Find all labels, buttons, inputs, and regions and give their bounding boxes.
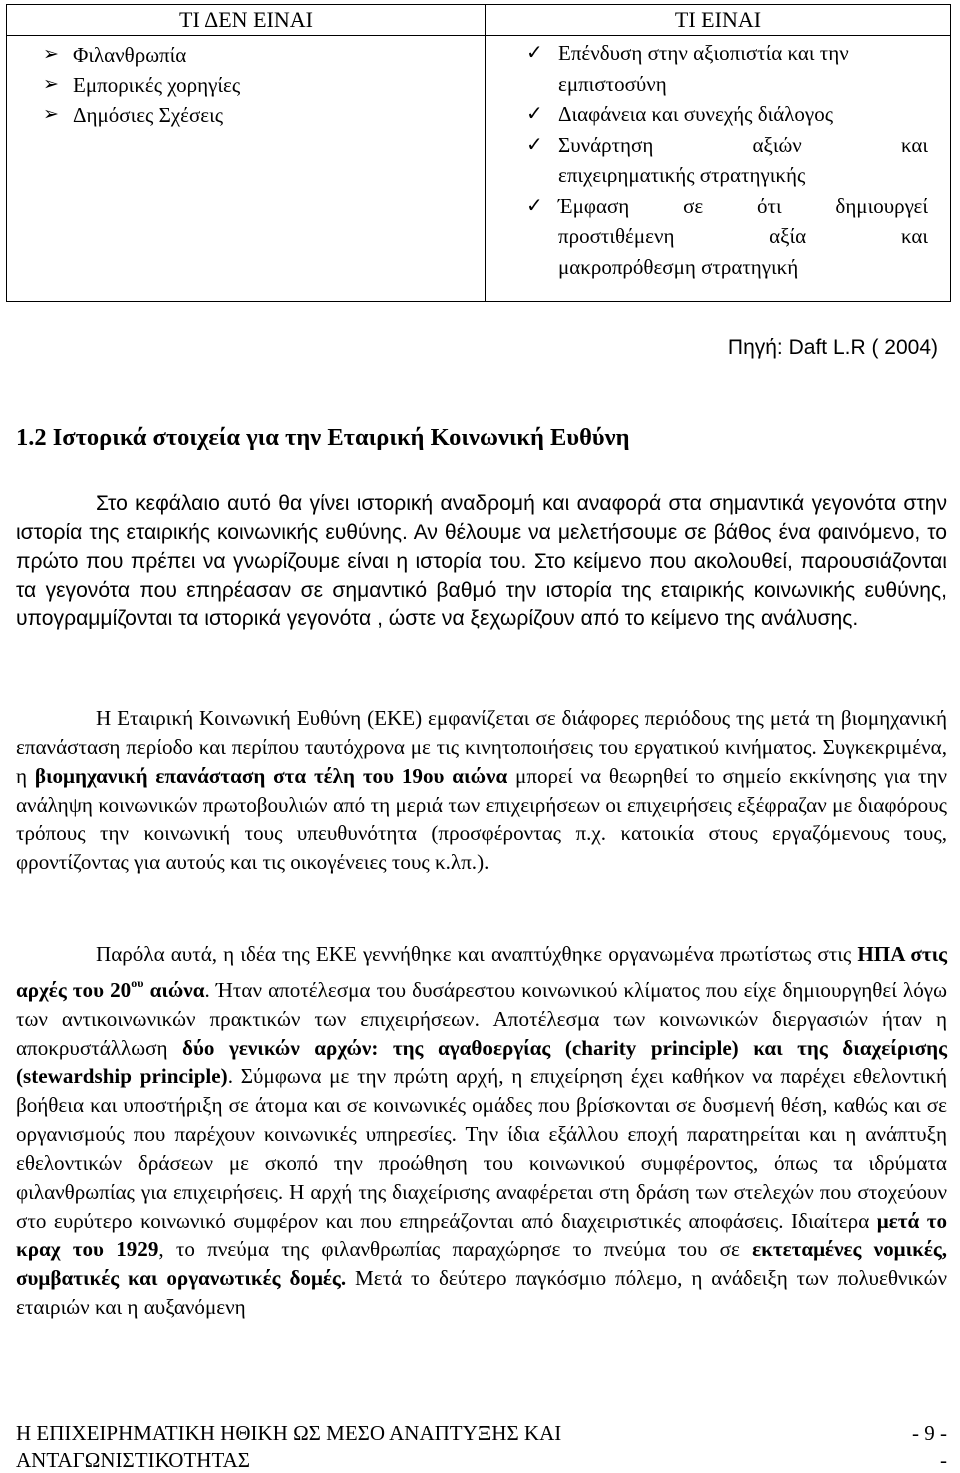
not-csr-header: ΤΙ ΔΕΝ ΕΙΝΑΙ (7, 5, 485, 36)
list-item: ✓ Διαφάνεια και συνεχής διάλογος (526, 99, 928, 130)
not-csr-column (7, 5, 486, 301)
arrow-bullet-icon: ➢ (43, 104, 59, 125)
is-csr-header: ΤΙ ΕΙΝΑΙ (486, 5, 950, 36)
not-csr-list (7, 36, 485, 130)
is-csr-column (486, 5, 950, 301)
section-heading: 1.2 Ιστορικά στοιχεία για την Εταιρική Κοινωνική Ευθύνη (16, 424, 630, 451)
list-item: ➢ Εμπορικές χορηγίες (43, 70, 485, 100)
list-item: ✓ Έμφαση σε ότι δημιουργεί προστιθέμενη αξία και μακροπρόθεσμη στρατηγική (526, 191, 928, 283)
arrow-bullet-icon: ➢ (43, 44, 59, 65)
is-csr-list (486, 36, 950, 282)
list-item: ✓ Συνάρτηση αξιών και επιχειρηματικής στρατηγικής (526, 130, 928, 191)
table-source: Πηγή: Daft L.R ( 2004) (727, 336, 938, 359)
check-bullet-icon: ✓ (526, 103, 543, 125)
list-item: ✓ Επένδυση στην αξιοπιστία και την εμπιστοσύνη (526, 38, 928, 99)
page-footer (16, 1420, 947, 1473)
list-item: ➢ Φιλανθρωπία (43, 40, 485, 70)
paragraph-usa-20th-century: Παρόλα αυτά, η ιδέα της ΕΚΕ γεννήθηκε και αναπτύχθηκε οργανωμένα πρωτίστως στις ΗΠΑ στις αρχές του $20^{o\upsilon}$ αιώνα. Ήταν αποτέλεσμα του δυσάρεστου κοινωνικού κλίματος που είχε δημιουργηθεί λόγω των αντικοινωνικών πρακτικών των επιχειρήσεων. Αποτέλεσμα των κοινωνικών διεργασιών ήταν η αποκρυστάλλωση δύο γενικών αρχών: της αγαθοεργίας (charity principle) και της διαχείρισης (stewardship principle). Σύμφωνα με την πρώτη αρχή, η επιχείρηση έχει καθήκον να παρέχει εθελοντική βοήθεια και υποστήριξη σε άτομα και σε κοινωνικές ομάδες που βρίσκονται σε δυσμενή θέση, καθώς και σε οργανισμούς που παρέχουν κοινωνικές υπηρεσίες. Την ίδια εξάλλου εποχή παρατηρείται και η ανάπτυξη εθελοντικών δράσεων με σκοπό την προώθηση του κοινωνικού συμφέροντος, όπως τα ιδρύματα φιλανθρωπίας για επιχειρήσεις. Η αρχή της διαχείρισης αναφέρεται στη δράση των στελεχών που στοχεύουν στο ευρύτερο κοινωνικό συμφέρον και που επηρεάζονται από διαχειριστικές αποφάσεις. Ιδιαίτερα μετά το κραχ του 1929, το πνεύμα της φιλανθρωπίας παραχώρησε το πνεύμα του σε εκτεταμένες νομικές, συμβατικές και οργανωτικές δομές. Μετά το δεύτερο παγκόσμιο πόλεμο, η ανάδειξη των πολυεθνικών εταιριών και η αυξανόμενη (16, 942, 948, 1320)
paragraph-industrial-revolution: Η Εταιρική Κοινωνική Ευθύνη (ΕΚΕ) εμφανίζεται σε διάφορες περιόδους της μετά τη βιομηχανική επανάσταση περίοδο και περίπου ταυτόχρονα με τις κινητοποιήσεις του εργατικού κινήματος. Συγκεκριμένα, η βιομηχανική επανάσταση στα τέλη του 19ου αιώνα μπορεί να θεωρηθεί το σημείο εκκίνησης για την ανάληψη κοινωνικών πρωτοβουλιών από τη μεριά των επιχειρήσεων οι επιχειρήσεις εξέφραζαν με διαφόρους τρόπους την κοινωνική τους υπευθυνότητα (προσφέροντας π.χ. κατοικία στους εργαζόμενους τους, φροντίζοντας για αυτούς και τις οικογένειες τους κ.λπ.). (16, 706, 947, 875)
check-bullet-icon: ✓ (526, 194, 543, 217)
arrow-bullet-icon: ➢ (43, 74, 59, 95)
paragraph-intro: Στο κεφάλαιο αυτό θα γίνει ιστορική αναδρομή και αναφορά στα σημαντικά γεγονότα στην ιστορία της εταιρικής κοινωνικής ευθύνης. Αν θέλουμε να μελετήσουμε σε βάθος ένα φαινόμενο, το πρώτο που πρέπει να γνωρίζουμε είναι η ιστορία του. Στο κείμενο που ακολουθεί, παρουσιάζονται τα γεγονότα που επηρέασαν σε σημαντικό βαθμό την ιστορία της εταιρικής κοινωνικής ευθύνης, υπογραμμίζονται τα ιστορικά γεγονότα , ώστε να ξεχωρίζουν από το κείμενο της ανάλυσης. (16, 492, 947, 631)
list-item: ➢ Δημόσιες Σχέσεις (43, 100, 485, 130)
footer-title: Η ΕΠΙΧΕΙΡΗΜΑΤΙΚΗ ΗΘΙΚΗ ΩΣ ΜΕΣΟ ΑΝΑΠΤΥΞΗΣ ΚΑΙ ΑΝΤΑΓΩΝΙΣΤΙΚΟΤΗΤΑΣ (16, 1421, 562, 1472)
comparison-table (6, 4, 951, 302)
check-bullet-icon: ✓ (526, 42, 543, 64)
check-bullet-icon: ✓ (526, 133, 543, 156)
page-number: - 9 - - (912, 1421, 947, 1472)
